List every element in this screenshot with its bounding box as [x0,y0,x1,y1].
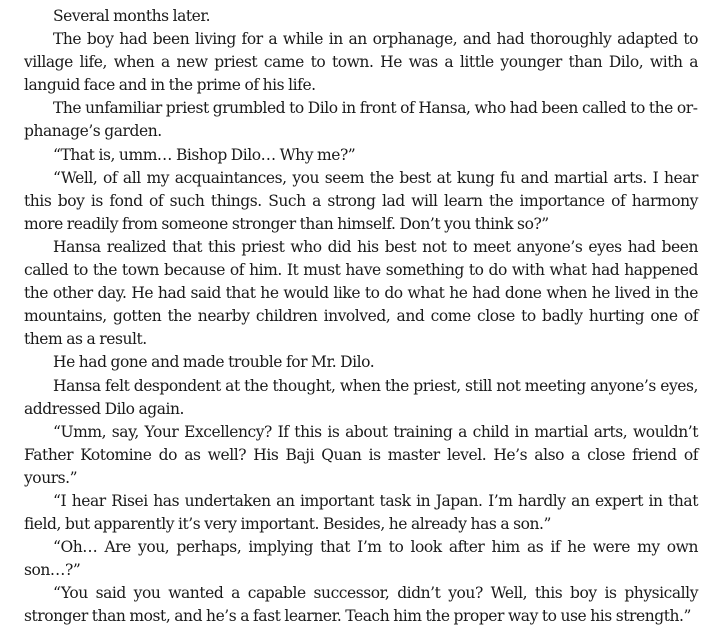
paragraph: “Umm, say, Your Excellency? If this is about training a child in martial arts, wouldn’t Father Kotomine do as well? His Baji Quan is master level. He’s also a close friend of yours.” [24,422,698,487]
paragraph: Hansa realized that this priest who did his best not to meet anyone’s eyes had been called to the town because of him. It must have something to do with what had happened the other day. He had said that he would like to do what he had done when he lived in the mountains, gotten the nearby children involved, and come close to badly hurting one of them as a result. [24,237,698,349]
paragraph: “I hear Risei has undertaken an important task in Japan. I’m hardly an expert in that field, but apparently it’s very important. Besides, he already has a son.” [24,491,698,534]
paragraph: “That is, umm… Bishop Dilo… Why me?” [53,145,356,164]
paragraph: He had gone and made trouble for Mr. Dilo. [53,353,375,372]
paragraph: Several months later. [53,7,211,25]
paragraph: “Well, of all my acquaintances, you seem the best at kung fu and martial arts. I hear this boy is fond of such things. Such a strong lad will learn the importance of harmony more readily from someone stronger than himself. Don’t you think so?” [24,168,698,233]
text-body [24,5,698,629]
paragraph: The unfamiliar priest grumbled to Dilo in front of Hansa, who had been called to the orphanage’s garden. [24,99,698,141]
paragraph: “Oh… Are you, perhaps, implying that I’m to look after him as if he were my own son…?” [24,538,698,580]
paragraph: Hansa felt despondent at the thought, when the priest, still not meeting anyone’s eyes, addressed Dilo again. [24,376,698,418]
paragraph: “You said you wanted a capable successor, didn’t you? Well, this boy is physically stronger than most, and he’s a fast learner. Teach him the proper way to use his strength.” [24,584,698,626]
paragraph: The boy had been living for a while in an orphanage, and had thoroughly adapted to village life, when a new priest came to town. He was a little younger than Dilo, with a languid face and in the prime of his life. [24,30,698,95]
